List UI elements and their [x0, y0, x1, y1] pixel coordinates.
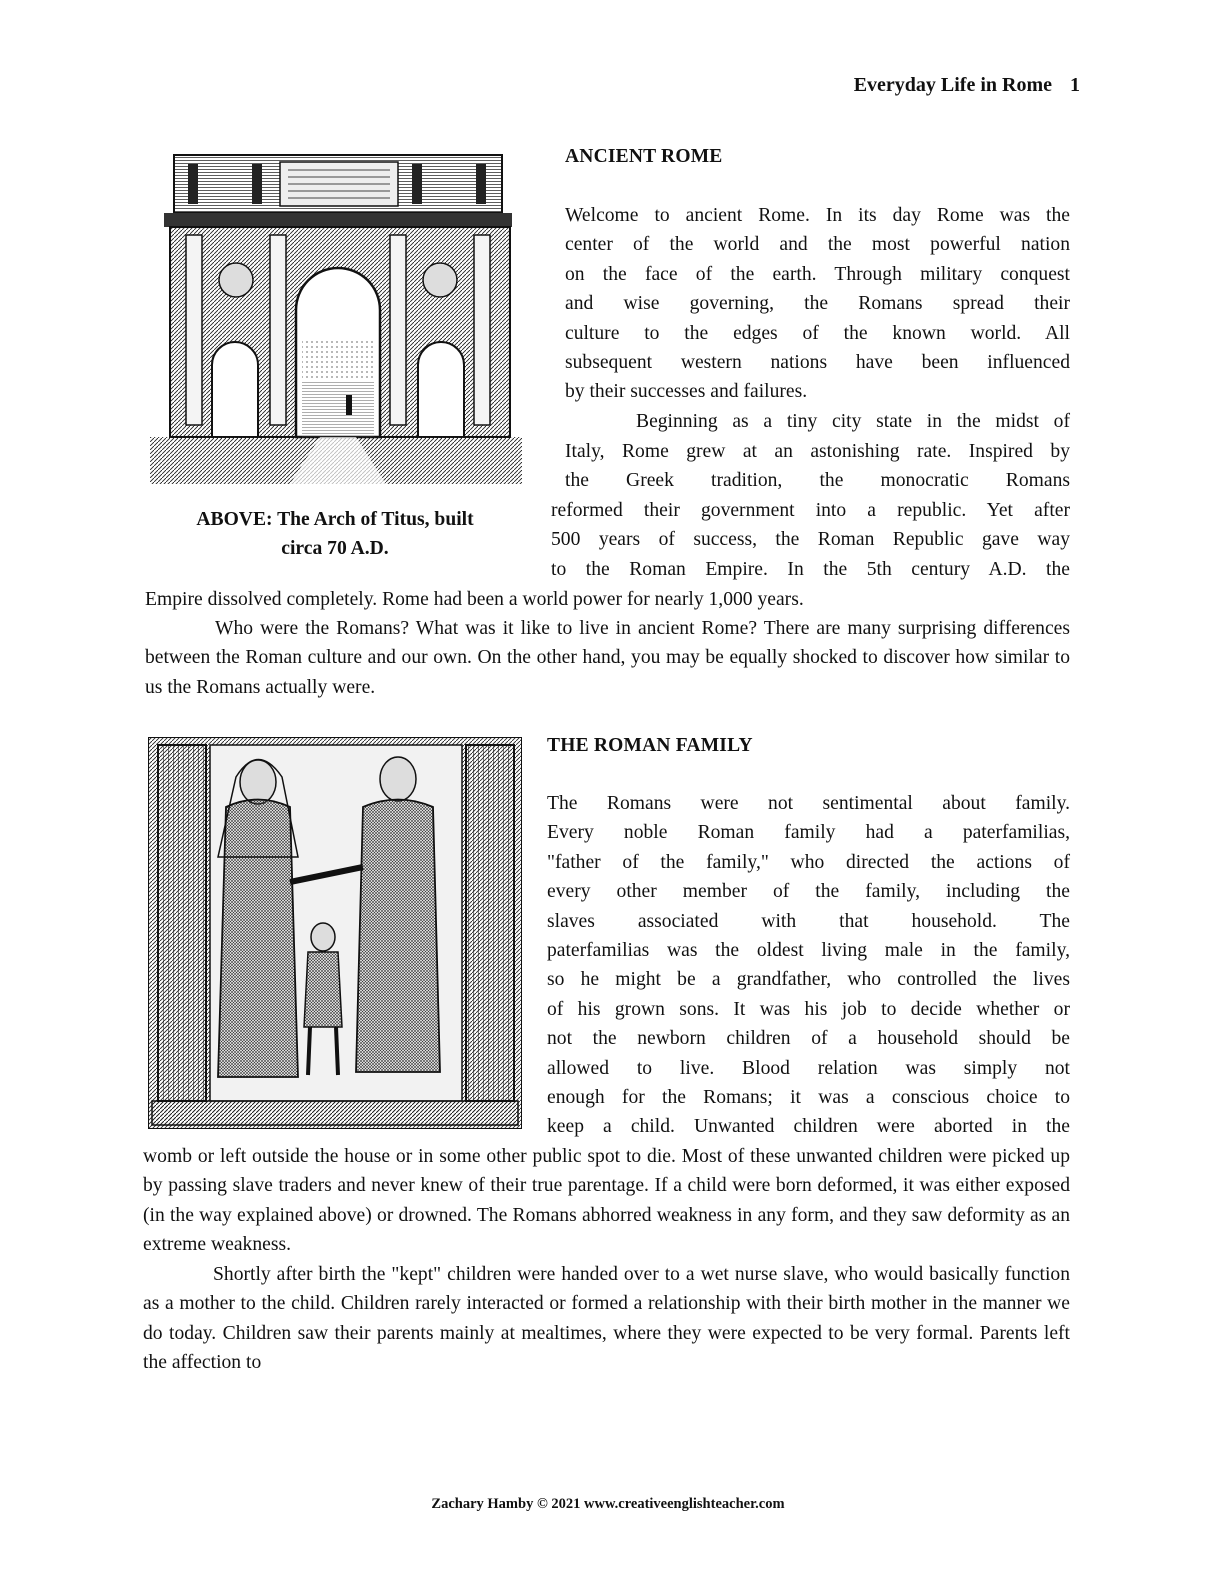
roman-family-relief-image [148, 737, 522, 1129]
text-line: on the face of the earth. Through military conquest [565, 263, 1070, 285]
text-line: of his grown sons. It was his job to decide whether or [547, 998, 1070, 1020]
text-line: 500 years of success, the Roman Republic gave way [551, 529, 1070, 551]
text-line: every other member of the family, including the [547, 881, 1070, 903]
roman-family-paragraph-1 [547, 789, 1070, 1142]
text-line: slaves associated with that household. The [547, 910, 1070, 932]
ancient-rome-paragraph-2-wrap [565, 437, 1070, 496]
arch-illustration [150, 150, 522, 484]
page-number: 1 [1070, 74, 1080, 96]
text-line: allowed to live. Blood relation was simply not [547, 1057, 1070, 1079]
ancient-rome-paragraph-1 [565, 201, 1070, 407]
text-line: Every noble Roman family had a paterfamilias, [547, 822, 1070, 844]
text-line: to the Roman Empire. In the 5th century A.D. the [551, 558, 1070, 580]
arch-engraving-image [150, 150, 522, 484]
roman-family-paragraph-2: Shortly after birth the "kept" children were handed over to a wet nurse slave, who would basically function as a mother to the child. Children rarely interacted or formed a relationship with their birth mother in the manner we do today. Children saw their parents mainly at mealtimes, where they were expected to be very formal. Parents left the affection to [143, 1264, 1070, 1374]
text-line: The Romans were not sentimental about family. [547, 793, 1070, 814]
arch-caption [150, 505, 520, 563]
text-line: not the newborn children of a household should be [547, 1028, 1070, 1050]
text-line: and wise governing, the Romans spread their [565, 293, 1070, 315]
roman-family-paragraph-1-continued: womb or left outside the house or in some other public spot to die. Most of these unwanted children were picked up by passing slave traders and never knew of their true parentage. If a child were born deformed, it was either exposed (in the way explained above) or drowned. The Romans abhorred weakness in any form, and they saw deformity as an extreme weakness. [143, 1146, 1070, 1256]
text-line: paterfamilias was the oldest living male in the family, [547, 940, 1070, 962]
text-line: enough for the Romans; it was a conscious choice to [547, 1087, 1070, 1109]
text-line: the Greek tradition, the monocratic Romans [565, 470, 1070, 492]
text-line: by their successes and failures. [565, 381, 808, 403]
text-line: keep a child. Unwanted children were aborted in the [547, 1116, 1070, 1138]
text-line: Italy, Rome grew at an astonishing rate. Inspired by [565, 441, 1070, 462]
section-heading-ancient-rome: ANCIENT ROME [565, 146, 723, 167]
ancient-rome-paragraph-3: Who were the Romans? What was it like to live in ancient Rome? There are many surprising differences between the Roman culture and our own. On the other hand, you may be equally shocked to discover how similar to us the Romans actually were. [145, 618, 1070, 698]
text-line: reformed their government into a republic. Yet after [551, 500, 1070, 521]
ancient-rome-paragraph-2-end [145, 585, 1070, 614]
text-line: Beginning as a tiny city state in the midst of [636, 411, 1070, 432]
text-line: center of the world and the most powerful nation [565, 234, 1070, 256]
text-line: "father of the family," who directed the actions of [547, 851, 1070, 873]
caption-line-1: ABOVE: The Arch of Titus, built [196, 509, 474, 530]
text-line: Empire dissolved completely. Rome had been a world power for nearly 1,000 years. [145, 589, 804, 610]
text-line: subsequent western nations have been influenced [565, 352, 1070, 374]
header-title: Everyday Life in Rome [853, 74, 1052, 96]
section-heading-roman-family: THE ROMAN FAMILY [547, 735, 753, 756]
text-line: Welcome to ancient Rome. In its day Rome was the [565, 205, 1070, 226]
ancient-rome-paragraph-2-wrap-lower [551, 496, 1070, 584]
caption-line-2: circa 70 A.D. [281, 538, 389, 559]
page-header [790, 74, 1080, 97]
ancient-rome-paragraph-2-first-line [636, 407, 1070, 436]
family-relief-illustration [148, 737, 522, 1129]
footer-credit: Zachary Hamby © 2021 www.creativeenglishteacher.com [431, 1496, 785, 1512]
text-line: culture to the edges of the known world. All [565, 322, 1070, 344]
text-line: so he might be a grandfather, who controlled the lives [547, 969, 1070, 991]
